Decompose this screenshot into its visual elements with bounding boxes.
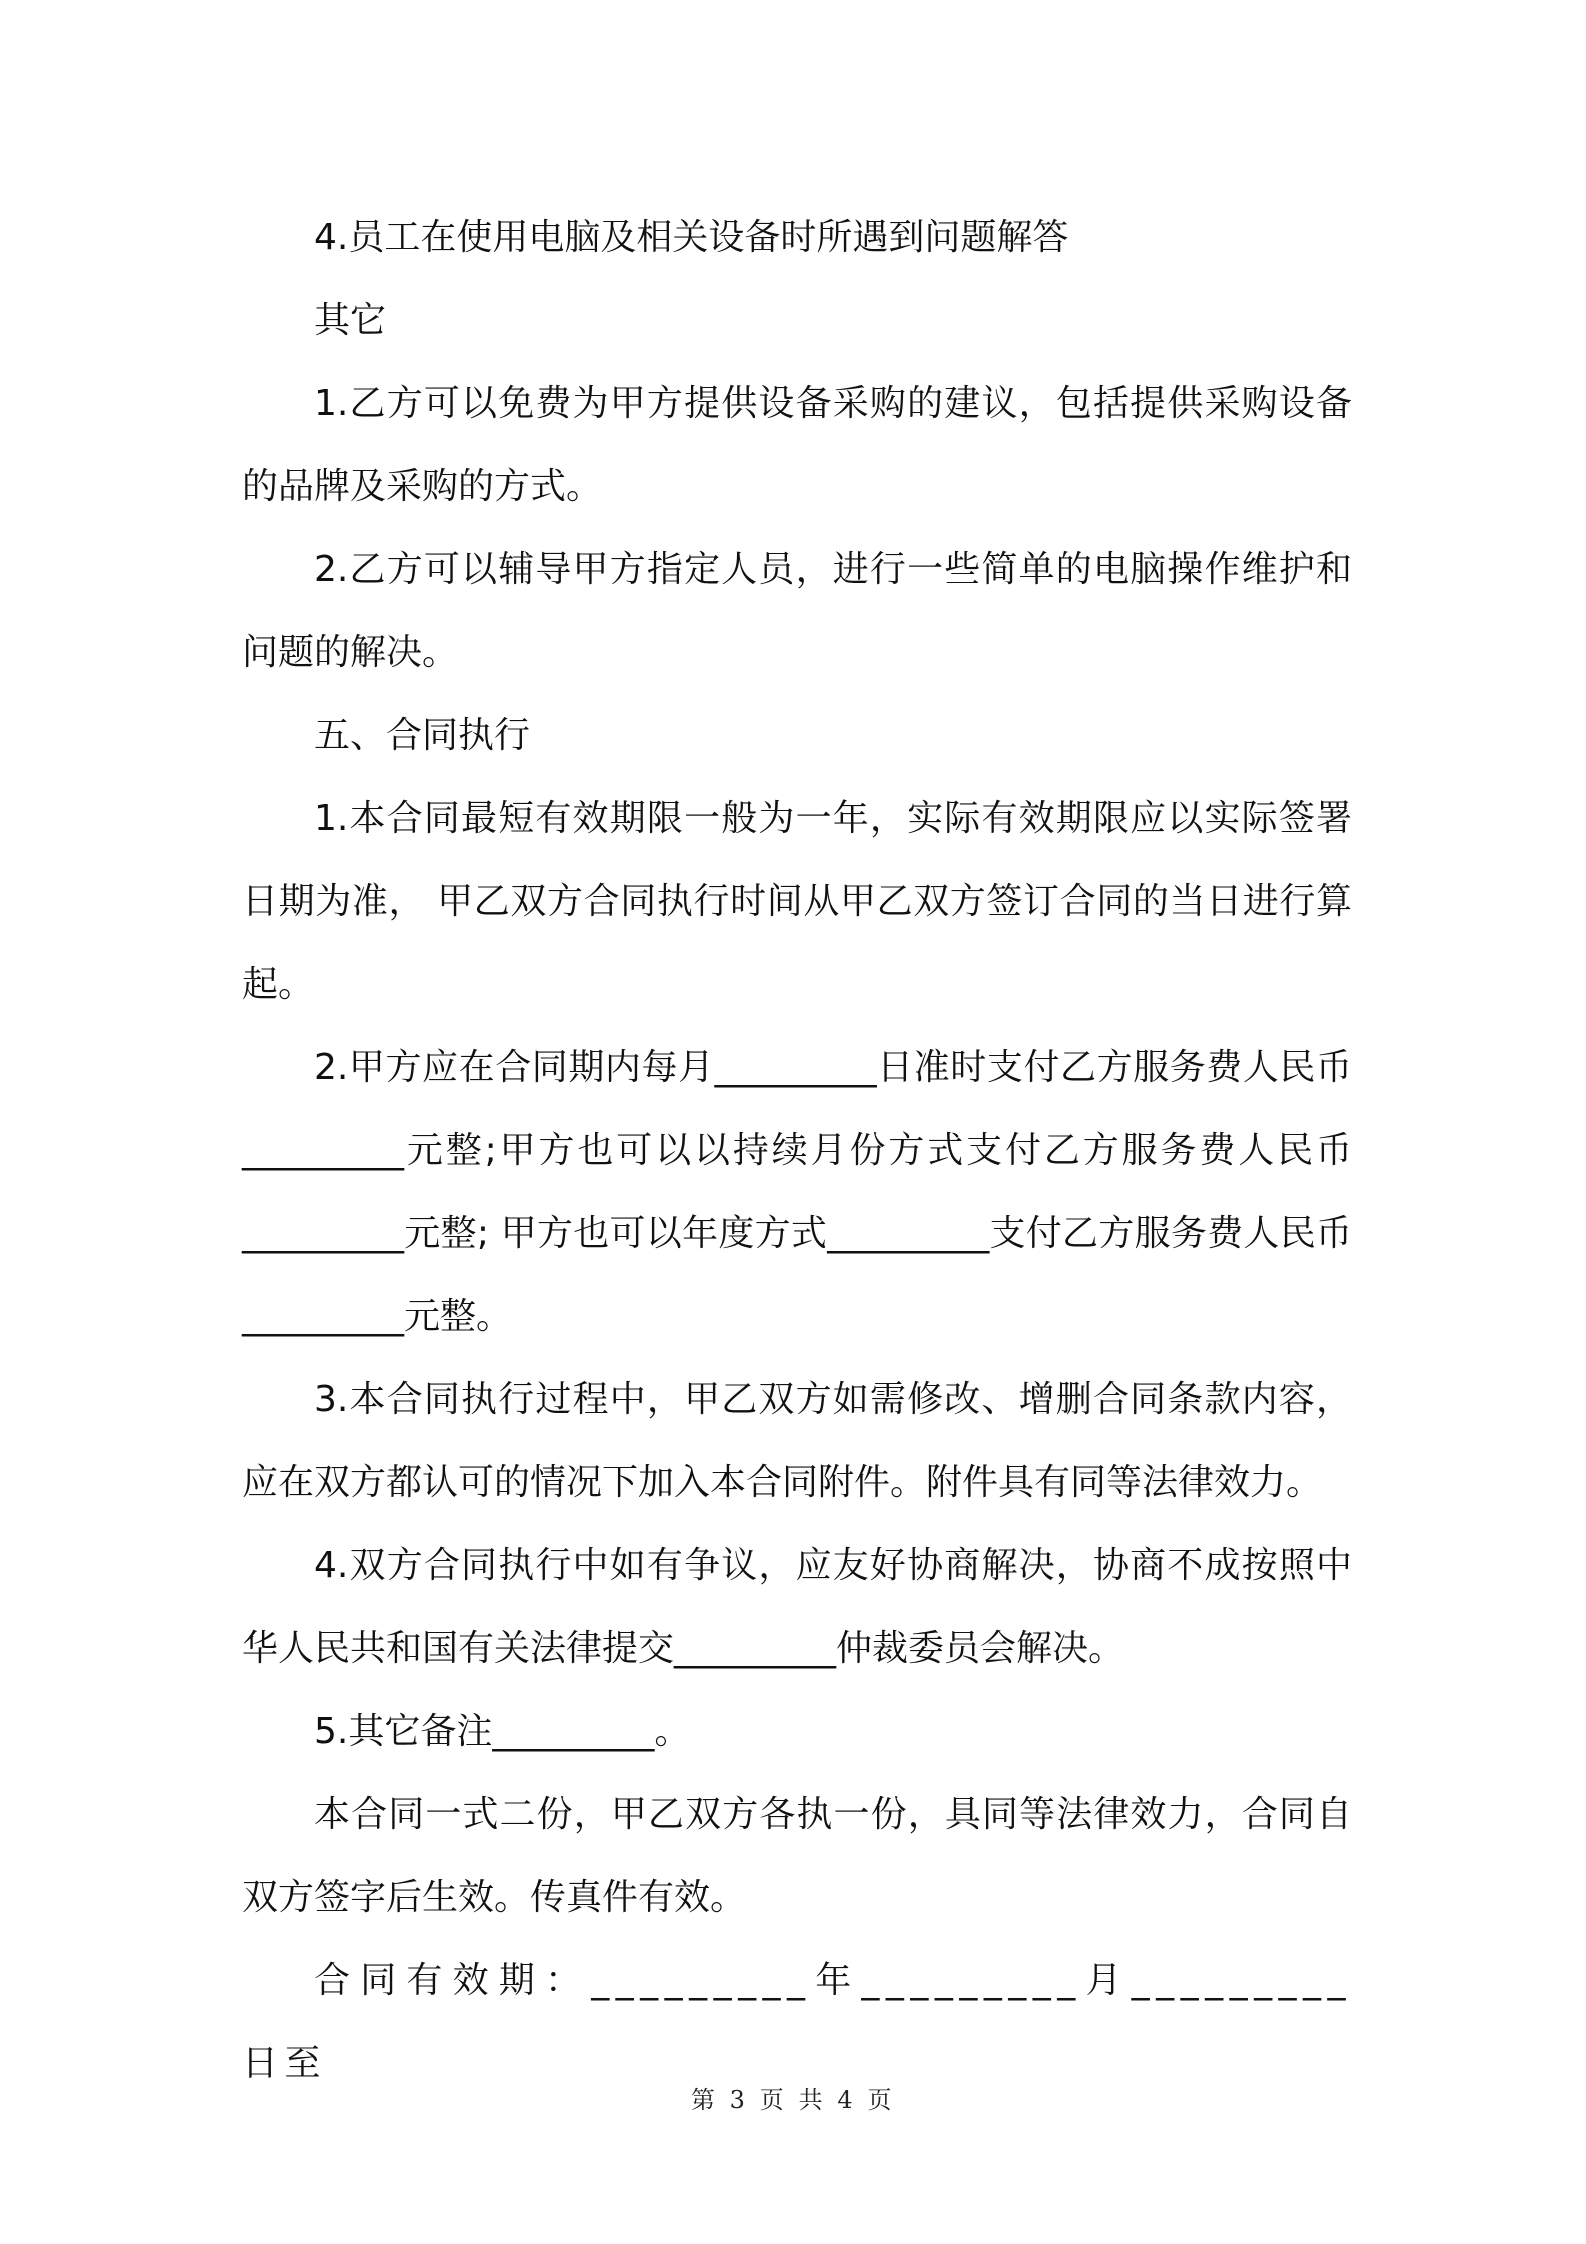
paragraph-execution-item-3: 3.本合同执行过程中，甲乙双方如需修改、增删合同条款内容，应在双方都认可的情况下加入本合同附件。附件具有同等法律效力。: [242, 1379, 1352, 1503]
page-number-footer: 第 3 页 共 4 页: [690, 2086, 896, 2114]
paragraph-execution-item-4: 4.双方合同执行中如有争议，应友好协商解决，协商不成按照中华人民共和国有关法律提交_________仲裁委员会解决。: [242, 1545, 1352, 1669]
heading-section-5: 五、合同执行: [314, 715, 531, 756]
paragraph-other-item-1: 1.乙方可以免费为甲方提供设备采购的建议，包括提供采购设备的品牌及采购的方式。: [242, 383, 1352, 507]
paragraph-copies-clause: 本合同一式二份，甲乙双方各执一份，具同等法律效力，合同自双方签字后生效。传真件有效。: [242, 1794, 1352, 1918]
paragraph-execution-item-1: 1.本合同最短有效期限一般为一年，实际有效期限应以实际签署日期为准， 甲乙双方合同执行时间从甲乙双方签订合同的当日进行算起。: [242, 798, 1352, 1005]
paragraph-validity-period: 合同有效期：_________年_________月_________日至: [242, 1960, 1352, 2084]
paragraph-other-item-2: 2.乙方可以辅导甲方指定人员，进行一些简单的电脑操作维护和问题的解决。: [242, 549, 1352, 673]
paragraph-it-support-item-4: 4.员工在使用电脑及相关设备时所遇到问题解答: [314, 217, 1069, 258]
document-body: [242, 196, 1352, 2105]
heading-other: 其它: [314, 300, 387, 341]
paragraph-execution-item-2: 2.甲方应在合同期内每月_________日准时支付乙方服务费人民币_________元整;甲方也可以以持续月份方式支付乙方服务费人民币_________元整; 甲方也可以年度方式_________支付乙方服务费人民币 _________元整。: [242, 1047, 1352, 1337]
paragraph-execution-item-5: 5.其它备注_________。: [314, 1711, 691, 1752]
